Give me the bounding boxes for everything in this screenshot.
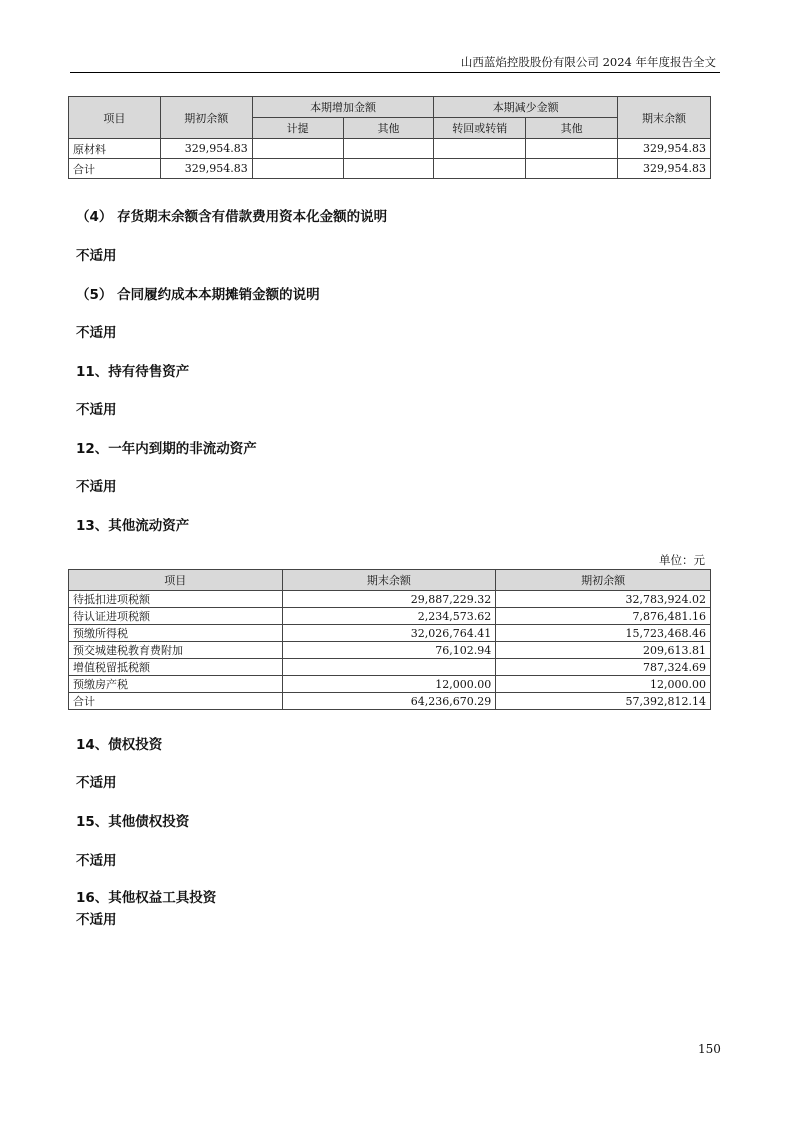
section-16-text: 不适用 (76, 912, 117, 928)
col-header-begin: 期初余额 (160, 97, 252, 139)
row-begin: 32,783,924.02 (496, 591, 711, 608)
col-header-begin: 期初余额 (496, 570, 711, 591)
row-begin: 209,613.81 (496, 642, 711, 659)
section-4-text: 不适用 (76, 248, 117, 264)
row-end: 29,887,229.32 (282, 591, 496, 608)
table-row (69, 591, 711, 608)
row-begin: 57,392,812.14 (496, 693, 711, 710)
row-end: 76,102.94 (282, 642, 496, 659)
section-14-text: 不适用 (76, 775, 117, 791)
section-12-text: 不适用 (76, 479, 117, 495)
empty-cell (343, 159, 434, 179)
col-header-increase: 本期增加金额 (252, 97, 434, 118)
empty-cell (343, 139, 434, 159)
row-name: 预交城建税教育费附加 (69, 642, 283, 659)
section-13-title: 13、其他流动资产 (76, 518, 190, 534)
col-header-end: 期末余额 (618, 97, 711, 139)
row-end: 32,026,764.41 (282, 625, 496, 642)
row-end: 329,954.83 (618, 139, 711, 159)
empty-cell (434, 159, 526, 179)
section-5-title: （5） 合同履约成本本期摊销金额的说明 (76, 287, 320, 303)
row-end: 2,234,573.62 (282, 608, 496, 625)
row-name: 预缴房产税 (69, 676, 283, 693)
section-16-title: 16、其他权益工具投资 (76, 890, 217, 906)
col-header-other1: 其他 (343, 118, 434, 139)
row-name: 预缴所得税 (69, 625, 283, 642)
row-name: 合计 (69, 159, 161, 179)
col-header-end: 期末余额 (282, 570, 496, 591)
section-15-title: 15、其他债权投资 (76, 814, 190, 830)
table-row (69, 608, 711, 625)
section-5-text: 不适用 (76, 325, 117, 341)
row-end: 329,954.83 (618, 159, 711, 179)
row-name: 增值税留抵税额 (69, 659, 283, 676)
row-end: 64,236,670.29 (282, 693, 496, 710)
col-header-item: 项目 (69, 570, 283, 591)
page-number: 150 (698, 1042, 721, 1056)
col-header-decrease: 本期减少金额 (434, 97, 618, 118)
table-row (69, 139, 711, 159)
table-row (69, 159, 711, 179)
section-12-title: 12、一年内到期的非流动资产 (76, 441, 257, 457)
empty-cell (526, 139, 618, 159)
row-begin: 7,876,481.16 (496, 608, 711, 625)
row-begin: 329,954.83 (160, 139, 252, 159)
section-11-text: 不适用 (76, 402, 117, 418)
col-header-accrue: 计提 (252, 118, 343, 139)
table-row (69, 625, 711, 642)
page-header (70, 56, 720, 73)
col-header-reverse: 转回或转销 (434, 118, 526, 139)
inventory-impairment-table (68, 96, 711, 179)
row-name: 待认证进项税额 (69, 608, 283, 625)
row-begin: 329,954.83 (160, 159, 252, 179)
report-title: 山西蓝焰控股股份有限公司 2024 年年度报告全文 (460, 55, 716, 69)
col-header-item: 项目 (69, 97, 161, 139)
table-row (69, 659, 711, 676)
table-row (69, 693, 711, 710)
section-11-title: 11、持有待售资产 (76, 364, 190, 380)
section-14-title: 14、债权投资 (76, 737, 163, 753)
row-name: 原材料 (69, 139, 161, 159)
empty-cell (526, 159, 618, 179)
row-end (282, 659, 496, 676)
empty-cell (252, 139, 343, 159)
row-end: 12,000.00 (282, 676, 496, 693)
unit-label: 单位：元 (659, 553, 705, 567)
other-current-assets-table (68, 569, 711, 710)
row-begin: 12,000.00 (496, 676, 711, 693)
row-begin: 787,324.69 (496, 659, 711, 676)
col-header-other2: 其他 (526, 118, 618, 139)
empty-cell (434, 139, 526, 159)
empty-cell (252, 159, 343, 179)
table-row (69, 676, 711, 693)
table-row (69, 642, 711, 659)
section-4-title: （4） 存货期末余额含有借款费用资本化金额的说明 (76, 209, 388, 225)
row-name: 待抵扣进项税额 (69, 591, 283, 608)
row-name: 合计 (69, 693, 283, 710)
section-15-text: 不适用 (76, 853, 117, 869)
row-begin: 15,723,468.46 (496, 625, 711, 642)
